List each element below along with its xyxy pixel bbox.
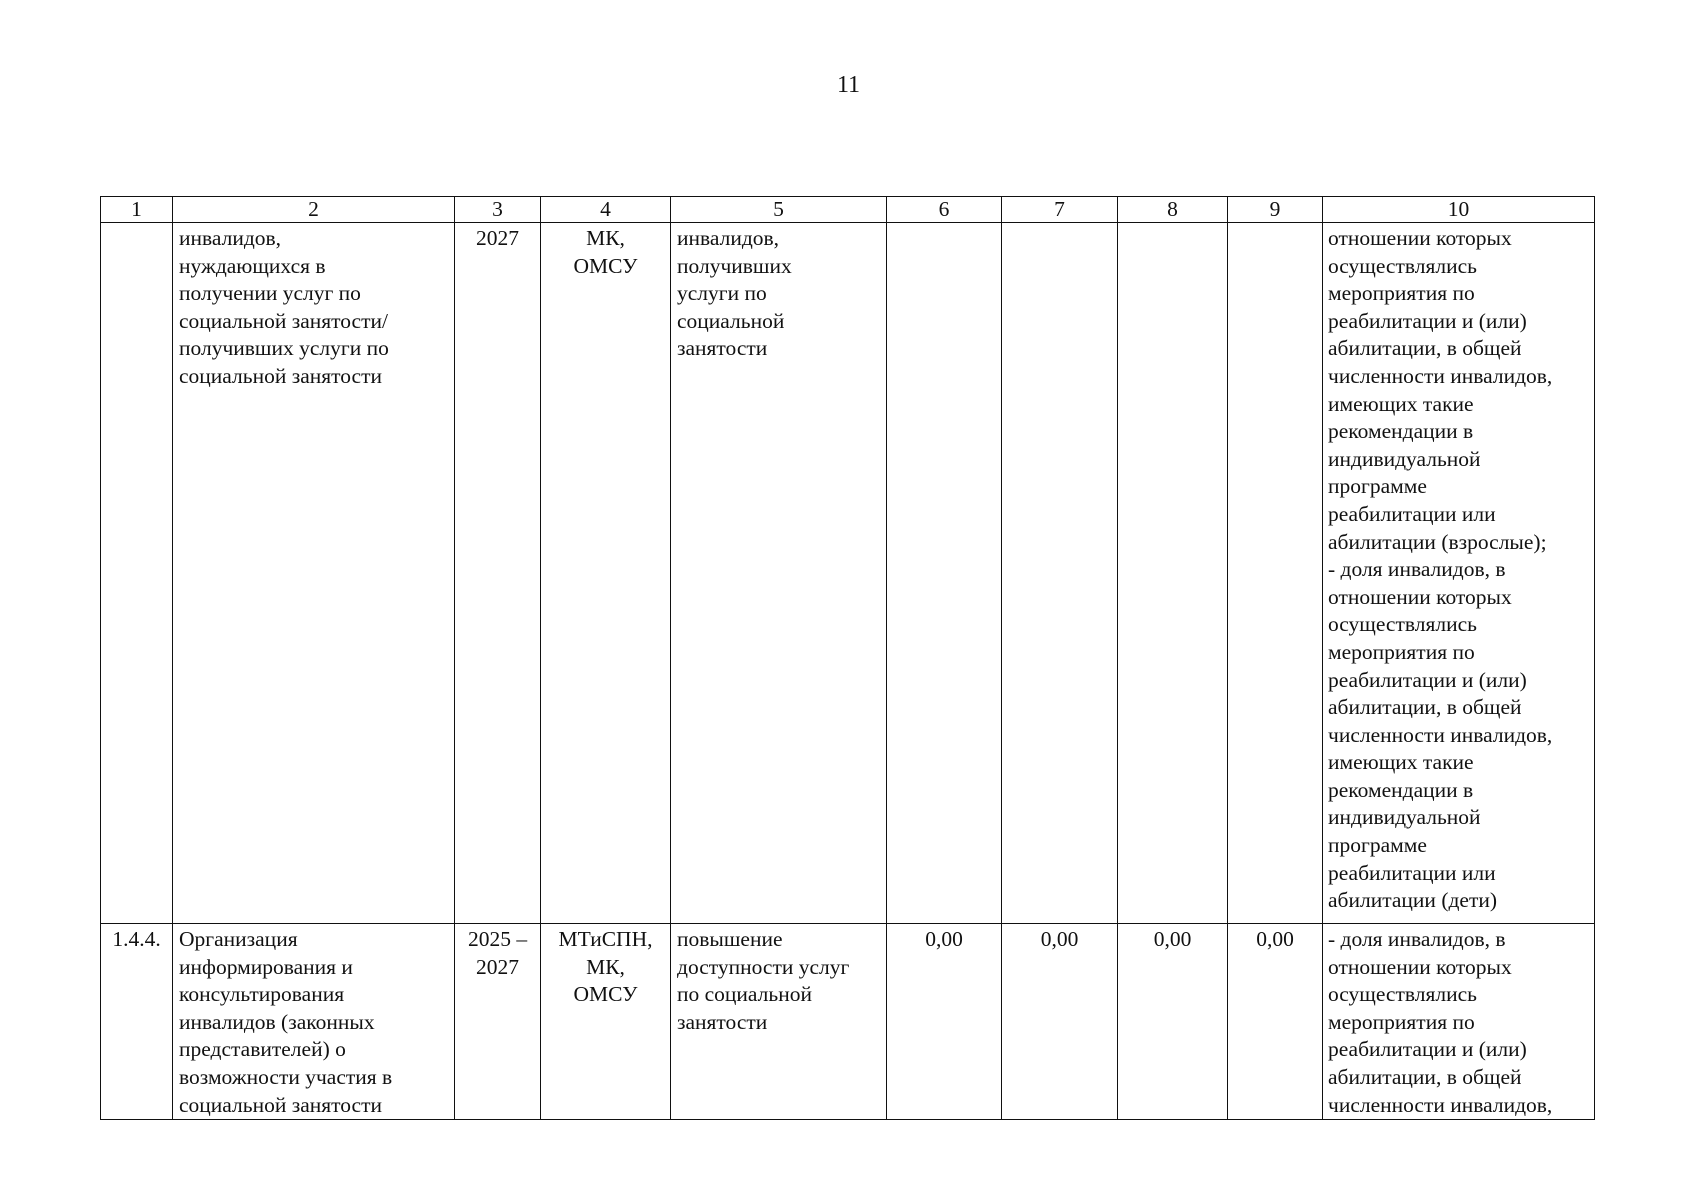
header-cell-10: 10 xyxy=(1323,197,1595,223)
header-cell-8: 8 xyxy=(1118,197,1228,223)
table-row xyxy=(101,924,1595,1120)
table-row xyxy=(101,223,1595,924)
header-cell-3: 3 xyxy=(455,197,541,223)
header-cell-2: 2 xyxy=(173,197,455,223)
page-number: 11 xyxy=(836,72,861,98)
header-cell-6: 6 xyxy=(887,197,1002,223)
cell-executors: МК, ОМСУ xyxy=(541,223,671,924)
cell-period: 2025 – 2027 xyxy=(455,924,541,1120)
table-header-row xyxy=(101,197,1595,223)
cell-executors: МТиСПН, МК, ОМСУ xyxy=(541,924,671,1120)
header-cell-5: 5 xyxy=(671,197,887,223)
cell-period: 2027 xyxy=(455,223,541,924)
cell-expected-result: повышение доступности услуг по социальной занятости xyxy=(671,924,887,1120)
cell-value-9: 0,00 xyxy=(1228,924,1323,1120)
cell-value-6 xyxy=(887,223,1002,924)
cell-value-8 xyxy=(1118,223,1228,924)
cell-indicators: - доля инвалидов, в отношении которых осуществлялись мероприятия по реабилитации и (или) абилитации, в общей численности инвалидов, xyxy=(1323,924,1595,1120)
cell-value-7: 0,00 xyxy=(1002,924,1118,1120)
cell-indicators: отношении которых осуществлялись мероприятия по реабилитации и (или) абилитации, в общей численности инвалидов, имеющих такие рекомендации в индивидуальной программе реабилитации или абилитации (взрослые); - доля инвалидов, в отношении которых осуществлялись мероприятия по реабилитации и (или) абилитации, в общей численности инвалидов, имеющих такие рекомендации в индивидуальной программе реабилитации или абилитации (дети) xyxy=(1323,223,1595,924)
measures-table xyxy=(100,196,1595,1120)
cell-value-7 xyxy=(1002,223,1118,924)
header-cell-7: 7 xyxy=(1002,197,1118,223)
header-cell-1: 1 xyxy=(101,197,173,223)
cell-number xyxy=(101,223,173,924)
cell-measure-name: Организация информирования и консультирования инвалидов (законных представителей) о возможности участия в социальной занятости xyxy=(173,924,455,1120)
cell-expected-result: инвалидов, получивших услуги по социальной занятости xyxy=(671,223,887,924)
cell-value-9 xyxy=(1228,223,1323,924)
header-cell-9: 9 xyxy=(1228,197,1323,223)
cell-number: 1.4.4. xyxy=(101,924,173,1120)
cell-measure-name: инвалидов, нуждающихся в получении услуг по социальной занятости/ получивших услуги по социальной занятости xyxy=(173,223,455,924)
cell-value-6: 0,00 xyxy=(887,924,1002,1120)
header-cell-4: 4 xyxy=(541,197,671,223)
cell-value-8: 0,00 xyxy=(1118,924,1228,1120)
